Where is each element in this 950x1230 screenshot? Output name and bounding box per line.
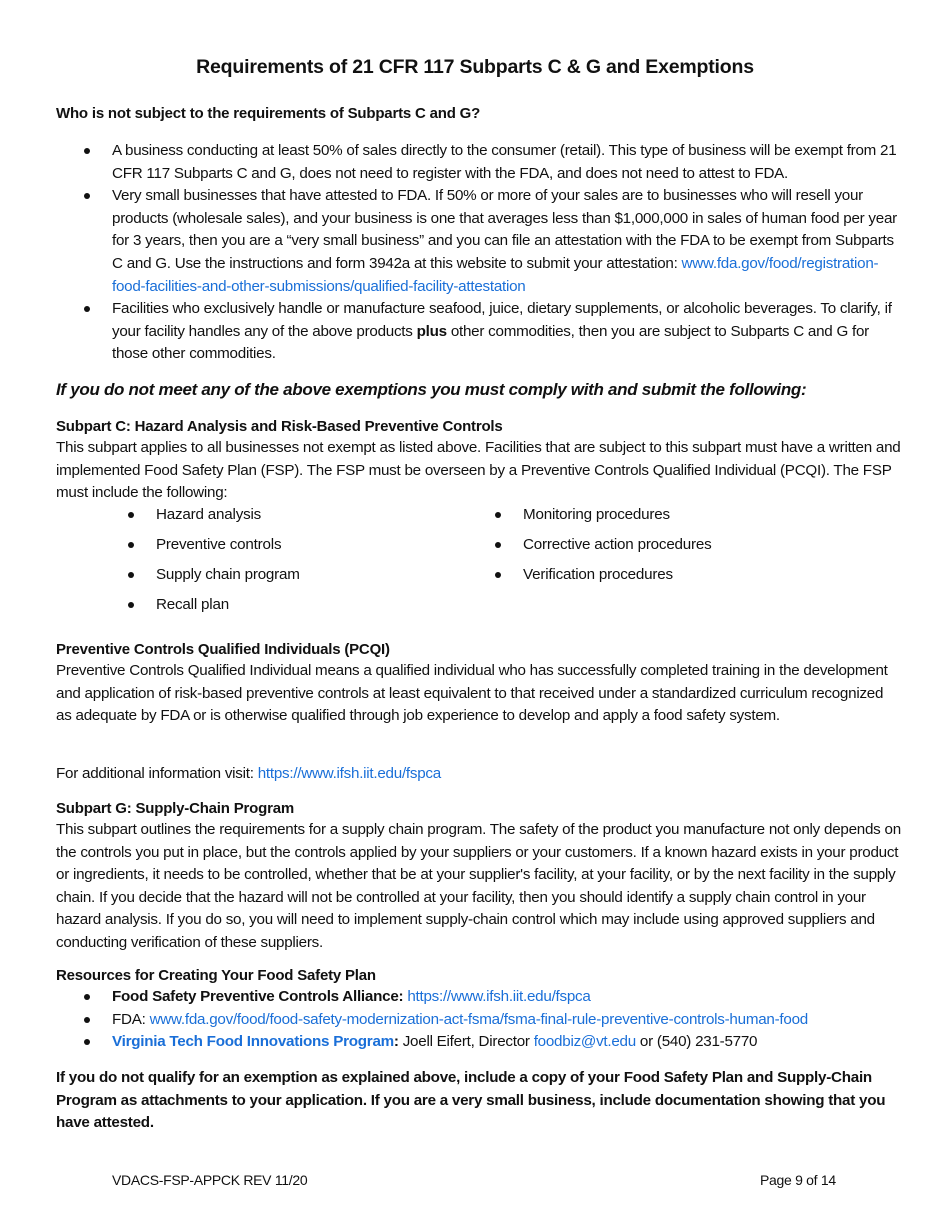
fsp-requirements-left bbox=[128, 500, 458, 620]
pcqi-more-info: For additional information visit: https://www.ifsh.iit.edu/fspca bbox=[56, 765, 441, 782]
fsp-requirements-right bbox=[495, 500, 875, 590]
resources-heading: Resources for Creating Your Food Safety Plan bbox=[56, 967, 376, 984]
fsp-item: Preventive controls bbox=[128, 530, 458, 560]
exempt-heading: Who is not subject to the requirements of Subparts C and G? bbox=[56, 105, 481, 122]
resource-fda: FDA: www.fda.gov/food/food-safety-modernization-act-fsma/fsma-final-rule-preventive-controls-human-food bbox=[84, 1009, 914, 1032]
footer-form-id: VDACS-FSP-APPCK REV 11/20 bbox=[112, 1172, 308, 1188]
subpart-c-heading: Subpart C: Hazard Analysis and Risk-Based Preventive Controls bbox=[56, 418, 503, 435]
fda-attestation-link[interactable]: www.fda.gov/food/registration-food-facilities-and-other-submissions/qualified-facility-attestation bbox=[112, 254, 879, 295]
exempt-list bbox=[56, 140, 901, 366]
bullet-icon bbox=[84, 148, 90, 154]
fsp-item: Recall plan bbox=[128, 590, 458, 620]
bullet-icon bbox=[84, 994, 90, 1000]
fspca-resource-link[interactable]: https://www.ifsh.iit.edu/fspca bbox=[407, 988, 591, 1005]
bullet-icon bbox=[128, 512, 134, 518]
page-title: Requirements of 21 CFR 117 Subparts C & G and Exemptions bbox=[196, 56, 754, 78]
bullet-icon bbox=[495, 572, 501, 578]
bullet-icon bbox=[128, 602, 134, 608]
subpart-c-body: This subpart applies to all businesses not exempt as listed above. Facilities that are subject to this subpart must have a written and implemented Food Safety Plan (FSP). The FSP must be overseen by a Preventive Controls Qualified Individual (PCQI). The FSP must include the following: bbox=[56, 439, 901, 502]
pcqi-heading: Preventive Controls Qualified Individuals (PCQI) bbox=[56, 641, 390, 658]
exempt-item-very-small-business: Very small businesses that have attested to FDA. If 50% or more of your sales are to businesses who will resell your products (wholesale sales), and your business is one that averages less than $1,000,000 in sales of human food per year for 3 years, then you are a “very small business” and you can file an attestation with the FDA to be exempt from Subparts C and G. Use the instructions and form 3942a at this website to submit your attestation: www.fda.gov/food/registration-food-facilities-and-other-submissions/qualified-facility-attestation bbox=[56, 185, 901, 298]
bullet-icon bbox=[495, 542, 501, 548]
bullet-icon bbox=[128, 542, 134, 548]
fsp-item: Monitoring procedures bbox=[495, 500, 875, 530]
bullet-icon bbox=[128, 572, 134, 578]
resources-list bbox=[84, 986, 914, 1054]
subpart-g-heading: Subpart G: Supply-Chain Program bbox=[56, 800, 294, 817]
exempt-item-facilities: Facilities who exclusively handle or manufacture seafood, juice, dietary supplements, or alcoholic beverages. To clarify, if your facility handles any of the above products plus other commodities, then you are subject to Subparts C and G for those other commodities. bbox=[56, 298, 901, 366]
footer-page-number: Page 9 of 14 bbox=[760, 1172, 836, 1188]
fsp-item: Verification procedures bbox=[495, 560, 875, 590]
bullet-icon bbox=[495, 512, 501, 518]
fspca-link[interactable]: https://www.ifsh.iit.edu/fspca bbox=[257, 765, 441, 782]
exempt-item-retail: A business conducting at least 50% of sales directly to the consumer (retail). This type of business will be exempt from 21 CFR 117 Subparts C and G, does not need to register with the FDA, and does not need to attest to FDA. bbox=[56, 140, 901, 185]
fsp-item: Corrective action procedures bbox=[495, 530, 875, 560]
bullet-icon bbox=[84, 193, 90, 199]
comply-heading: If you do not meet any of the above exemptions you must comply with and submit the following: bbox=[56, 380, 807, 399]
bullet-icon bbox=[84, 1017, 90, 1023]
pcqi-body: Preventive Controls Qualified Individual means a qualified individual who has successfully completed training in the development and application of risk-based preventive controls at least equivalent to that received under a standardized curriculum recognized as adequate by FDA or is otherwise qualified through job experience to develop and apply a food safety system. bbox=[56, 662, 888, 725]
resource-virginia-tech: Virginia Tech Food Innovations Program: Joell Eifert, Director foodbiz@vt.edu or (540) 231-5770 bbox=[84, 1031, 914, 1054]
bullet-icon bbox=[84, 1039, 90, 1045]
subpart-g-body: This subpart outlines the requirements for a supply chain program. The safety of the product you manufacture not only depends on the controls you put in place, but the controls applied by your suppliers or your customers. If a known hazard exists in your product or ingredients, it needs to be controlled, whether that be at your supplier's facility, at your facility, or by the next facility in the supply chain. If you decide that the hazard will not be controlled at your facility, then you should identify a supply chain control in your hazard analysis. If you do so, you will need to implement supply-chain control which may include using approved suppliers and conducting verification of these suppliers. bbox=[56, 821, 901, 951]
fsp-item: Supply chain program bbox=[128, 560, 458, 590]
fda-fsma-link[interactable]: www.fda.gov/food/food-safety-modernization-act-fsma/fsma-final-rule-preventive-controls-human-food bbox=[149, 1010, 808, 1028]
fsp-item: Hazard analysis bbox=[128, 500, 458, 530]
virginia-tech-program-link[interactable]: Virginia Tech Food Innovations Program bbox=[112, 1033, 394, 1051]
email-link[interactable]: foodbiz@vt.edu bbox=[533, 1033, 636, 1051]
closing-note: If you do not qualify for an exemption as explained above, include a copy of your Food Safety Plan and Supply-Chain Program as attachments to your application. If you are a very small business, include documentation showing that you have attested. bbox=[56, 1069, 886, 1132]
resource-fspca: Food Safety Preventive Controls Alliance: https://www.ifsh.iit.edu/fspca bbox=[84, 986, 914, 1009]
bullet-icon bbox=[84, 306, 90, 312]
